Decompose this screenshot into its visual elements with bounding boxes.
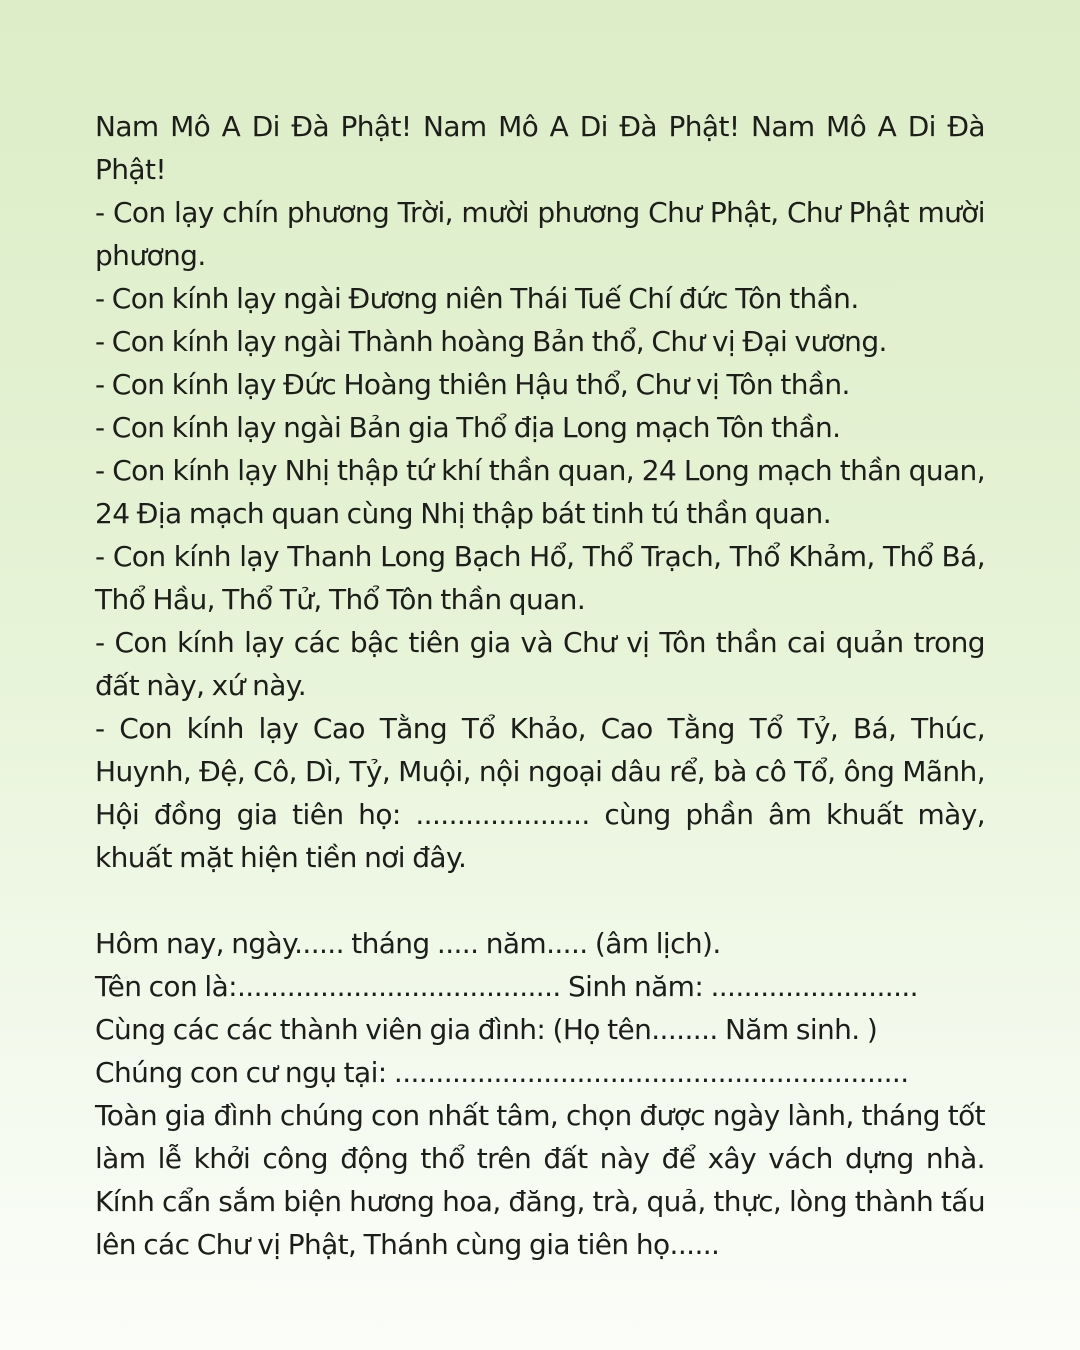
address-line: Chúng con cư ngụ tại: ..............................................................	[95, 1056, 909, 1089]
invocation-line: - Con kính lạy Cao Tằng Tổ Khảo, Cao Tằng Tổ Tỷ, Bá, Thúc, Huynh, Đệ, Cô, Dì, Tỷ, Muội, nội ngoại dâu rể, bà cô Tổ, ông Mãnh, Hội đồng gia tiên họ: ..................... cùng phần âm khuất mày, khuất mặt hiện tiền nơi đây.	[95, 712, 985, 874]
family-members-line: Cùng các các thành viên gia đình: (Họ tên........ Năm sinh. )	[95, 1013, 878, 1046]
name-line: Tên con là:....................................... Sinh năm: .........................	[95, 970, 918, 1003]
invocation-line: - Con lạy chín phương Trời, mười phương Chư Phật, Chư Phật mười phương.	[95, 196, 985, 272]
invocation-line: - Con kính lạy ngài Bản gia Thổ địa Long mạch Tôn thần.	[95, 411, 841, 444]
invocation-line: - Con kính lạy các bậc tiên gia và Chư vị Tôn thần cai quản trong đất này, xứ này.	[95, 626, 985, 702]
invocation-line: - Con kính lạy ngài Thành hoàng Bản thổ, Chư vị Đại vương.	[95, 325, 887, 358]
prayer-text-block	[95, 105, 985, 1266]
invocation-line: - Con kính lạy Nhị thập tứ khí thần quan, 24 Long mạch thần quan, 24 Địa mạch quan cùng Nhị thập bát tinh tú thần quan.	[95, 454, 985, 530]
paragraph-spacer	[95, 879, 985, 922]
opening-invocation: Nam Mô A Di Đà Phật! Nam Mô A Di Đà Phật! Nam Mô A Di Đà Phật!	[95, 110, 985, 186]
invocation-line: - Con kính lạy ngài Đương niên Thái Tuế Chí đức Tôn thần.	[95, 282, 859, 315]
date-line: Hôm nay, ngày...... tháng ..... năm..... (âm lịch).	[95, 927, 721, 960]
invocation-line: - Con kính lạy Đức Hoàng thiên Hậu thổ, Chư vị Tôn thần.	[95, 368, 850, 401]
closing-paragraph: Toàn gia đình chúng con nhất tâm, chọn được ngày lành, tháng tốt làm lễ khởi công động thổ trên đất này để xây vách dựng nhà. Kính cẩn sắm biện hương hoa, đăng, trà, quả, thực, lòng thành tấu lên các Chư vị Phật, Thánh cùng gia tiên họ......	[95, 1099, 985, 1261]
invocation-line: - Con kính lạy Thanh Long Bạch Hổ, Thổ Trạch, Thổ Khảm, Thổ Bá, Thổ Hầu, Thổ Tử, Thổ Tôn thần quan.	[95, 540, 985, 616]
